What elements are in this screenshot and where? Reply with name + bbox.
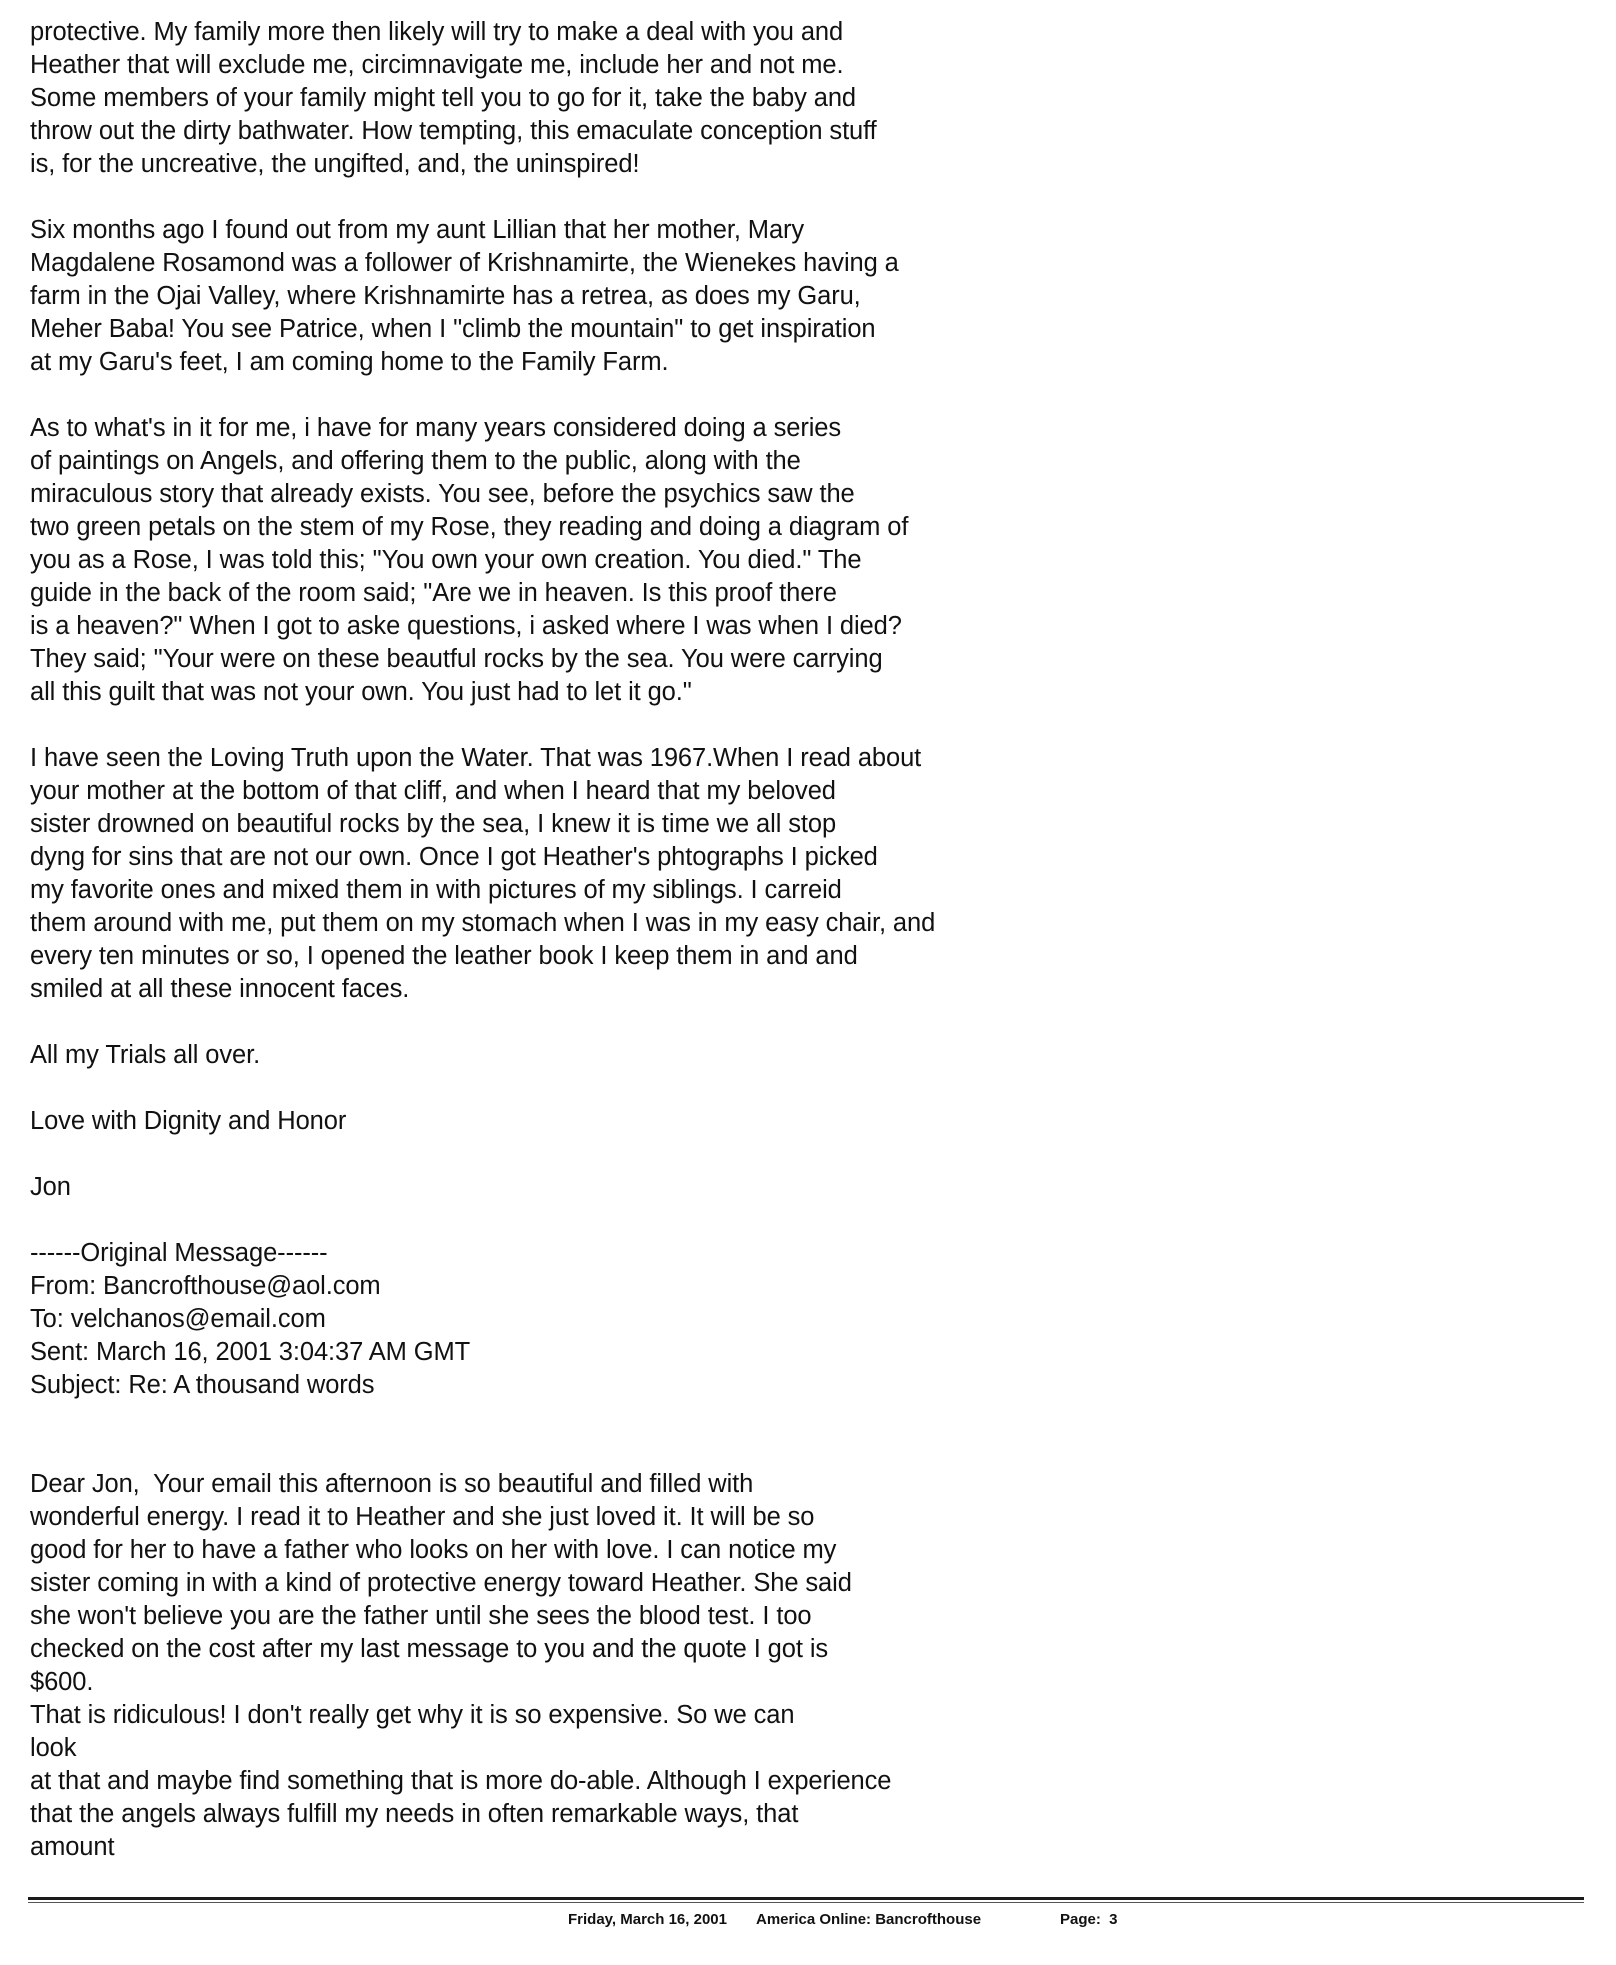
- reply-line: sister coming in with a kind of protective energy toward Heather. She said: [30, 1569, 852, 1597]
- footer-rule-thin: [28, 1902, 1584, 1903]
- text-line: Magdalene Rosamond was a follower of Krishnamirte, the Wienekes having a: [30, 249, 899, 277]
- text-line: them around with me, put them on my stomach when I was in my easy chair, and: [30, 909, 936, 937]
- letter-paragraphs: [30, 16, 1590, 1204]
- paragraph: [30, 1171, 1590, 1204]
- paragraph: [30, 16, 1590, 181]
- reply-line: look: [30, 1734, 77, 1762]
- original-message-subject: Subject: Re: A thousand words: [30, 1371, 375, 1399]
- text-line: is, for the uncreative, the ungifted, and, the uninspired!: [30, 150, 640, 178]
- text-line: Meher Baba! You see Patrice, when I "climb the mountain" to get inspiration: [30, 315, 876, 343]
- reply-line: Dear Jon, Your email this afternoon is so beautiful and filled with: [30, 1470, 754, 1498]
- text-line: All my Trials all over.: [30, 1041, 261, 1069]
- original-message-to: To: velchanos@email.com: [30, 1305, 326, 1333]
- text-line: is a heaven?" When I got to aske questions, i asked where I was when I died?: [30, 612, 902, 640]
- footer-page: Page: 3: [1060, 1911, 1118, 1928]
- footer-app: America Online: Bancrofthouse: [756, 1911, 982, 1928]
- text-line: at my Garu's feet, I am coming home to the Family Farm.: [30, 348, 669, 376]
- text-line: throw out the dirty bathwater. How tempting, this emaculate conception stuff: [30, 117, 877, 145]
- reply-line: checked on the cost after my last message to you and the quote I got is: [30, 1635, 829, 1663]
- paragraph: [30, 742, 1590, 1006]
- paragraph: [30, 412, 1590, 709]
- footer-text: [568, 1911, 1118, 1928]
- reply-body: [30, 1468, 1590, 1864]
- text-line: miraculous story that already exists. You see, before the psychics saw the: [30, 480, 855, 508]
- text-line: all this guilt that was not your own. You just had to let it go.": [30, 678, 692, 706]
- text-line: Heather that will exclude me, circimnavigate me, include her and not me.: [30, 51, 844, 79]
- footer-date: Friday, March 16, 2001: [568, 1911, 727, 1928]
- text-line: every ten minutes or so, I opened the leather book I keep them in and and: [30, 942, 858, 970]
- paragraph: [30, 214, 1590, 379]
- original-message-label: ------Original Message------: [30, 1239, 328, 1267]
- reply-line: wonderful energy. I read it to Heather and she just loved it. It will be so: [30, 1503, 815, 1531]
- reply-line: $600.: [30, 1668, 94, 1696]
- page-footer: [28, 1897, 1584, 1928]
- text-line: two green petals on the stem of my Rose, they reading and doing a diagram of: [30, 513, 909, 541]
- text-line: you as a Rose, I was told this; "You own your own creation. You died." The: [30, 546, 862, 574]
- original-message-header-block: [30, 1237, 1590, 1402]
- reply-line: that the angels always fulfill my needs in often remarkable ways, that: [30, 1800, 799, 1828]
- text-line: They said; "Your were on these beautful rocks by the sea. You were carrying: [30, 645, 883, 673]
- reply-line: good for her to have a father who looks on her with love. I can notice my: [30, 1536, 837, 1564]
- reply-line: she won't believe you are the father until she sees the blood test. I too: [30, 1602, 812, 1630]
- original-message-sent: Sent: March 16, 2001 3:04:37 AM GMT: [30, 1338, 471, 1366]
- text-line: sister drowned on beautiful rocks by the sea, I knew it is time we all stop: [30, 810, 837, 838]
- text-line: Love with Dignity and Honor: [30, 1107, 347, 1135]
- text-line: Six months ago I found out from my aunt Lillian that her mother, Mary: [30, 216, 805, 244]
- text-line: smiled at all these innocent faces.: [30, 975, 410, 1003]
- reply-line: at that and maybe find something that is more do-able. Although I experience: [30, 1767, 892, 1795]
- text-line: guide in the back of the room said; "Are we in heaven. Is this proof there: [30, 579, 837, 607]
- original-message-from: From: Bancrofthouse@aol.com: [30, 1272, 381, 1300]
- text-line: Some members of your family might tell you to go for it, take the baby and: [30, 84, 856, 112]
- footer-rule: [28, 1897, 1584, 1900]
- spacer: [30, 1435, 1590, 1468]
- paragraph: [30, 1105, 1590, 1138]
- text-line: your mother at the bottom of that cliff, and when I heard that my beloved: [30, 777, 836, 805]
- letter-body: [30, 16, 1590, 1864]
- text-line: protective. My family more then likely will try to make a deal with you and: [30, 18, 844, 46]
- text-line: my favorite ones and mixed them in with pictures of my siblings. I carreid: [30, 876, 842, 904]
- text-line: dyng for sins that are not our own. Once I got Heather's phtographs I picked: [30, 843, 878, 871]
- paragraph: [30, 1039, 1590, 1072]
- text-line: I have seen the Loving Truth upon the Water. That was 1967.When I read about: [30, 744, 922, 772]
- text-line: of paintings on Angels, and offering them to the public, along with the: [30, 447, 801, 475]
- reply-line: That is ridiculous! I don't really get why it is so expensive. So we can: [30, 1701, 795, 1729]
- text-line: Jon: [30, 1173, 71, 1201]
- text-line: farm in the Ojai Valley, where Krishnamirte has a retrea, as does my Garu,: [30, 282, 861, 310]
- text-line: As to what's in it for me, i have for many years considered doing a series: [30, 414, 842, 442]
- reply-line: amount: [30, 1833, 115, 1861]
